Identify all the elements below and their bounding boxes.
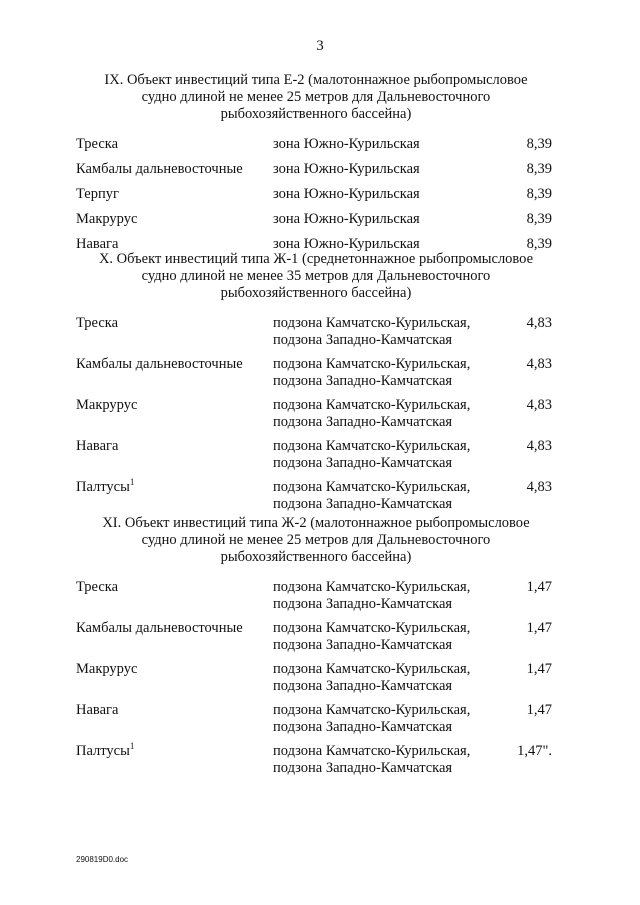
- zone-line: подзона Западно-Камчатская: [273, 332, 453, 348]
- species-label: Камбалы дальневосточные: [76, 356, 243, 372]
- zone-line: подзона Западно-Камчатская: [273, 455, 453, 471]
- fishing-zone: [273, 702, 470, 736]
- table-row: [76, 702, 556, 743]
- zone-line: подзона Западно-Камчатская: [273, 678, 453, 694]
- coefficient-value: 8,39: [526, 136, 552, 152]
- zone-line: подзона Западно-Камчатская: [273, 373, 453, 389]
- species-label: Макрурус: [76, 211, 138, 227]
- species-label: Макрурус: [76, 397, 138, 413]
- species-name: [76, 315, 118, 332]
- coefficient-value: 4,83: [526, 315, 552, 331]
- zone-line: подзона Камчатско-Курильская,: [273, 397, 471, 413]
- species-label: Навага: [76, 236, 119, 252]
- coefficient-value: 4,83: [526, 479, 552, 495]
- species-name: [76, 479, 134, 496]
- zone-line: подзона Камчатско-Курильская,: [273, 620, 471, 636]
- coefficient-value: 8,39: [526, 161, 552, 177]
- section-rows: [76, 315, 556, 520]
- table-row: [76, 356, 556, 397]
- page-number: 3: [316, 38, 324, 54]
- fishing-zone: [273, 438, 470, 472]
- species-name: [76, 661, 137, 678]
- zone-line: подзона Камчатско-Курильская,: [273, 438, 471, 454]
- table-row: [76, 438, 556, 479]
- coefficient-value: 4,83: [526, 438, 552, 454]
- table-row: [76, 579, 556, 620]
- species-label: Навага: [76, 702, 119, 718]
- species-label: Камбалы дальневосточные: [76, 161, 243, 177]
- document-filename: 290819D0.doc: [76, 855, 129, 864]
- table-row: [76, 211, 556, 236]
- table-row: [76, 315, 556, 356]
- zone-line: подзона Камчатско-Курильская,: [273, 479, 471, 495]
- section-rows: [76, 136, 556, 261]
- zone-line: зона Южно-Курильская: [273, 186, 420, 202]
- section-ix: [76, 72, 556, 261]
- table-row: [76, 161, 556, 186]
- zone-line: подзона Западно-Камчатская: [273, 719, 453, 735]
- table-row: [76, 479, 556, 520]
- species-label: Треска: [76, 579, 119, 595]
- fishing-zone: [273, 661, 470, 695]
- fishing-zone: [273, 161, 420, 178]
- table-row: [76, 397, 556, 438]
- fishing-zone: [273, 186, 420, 203]
- coefficient-value: 8,39: [526, 211, 552, 227]
- section-title: IX. Объект инвестиций типа Е-2 (малотоннажное рыбопромысловое судно длиной не менее 25 метров для Дальневосточного рыбохозяйственного бассейна): [104, 72, 528, 122]
- fishing-zone: [273, 579, 470, 613]
- fishing-zone: [273, 136, 420, 153]
- zone-line: зона Южно-Курильская: [273, 211, 420, 227]
- fishing-zone: [273, 315, 470, 349]
- species-name: [76, 211, 137, 228]
- species-name: [76, 161, 243, 178]
- section-rows: [76, 579, 556, 784]
- table-row: [76, 743, 556, 784]
- species-name: [76, 743, 134, 760]
- zone-line: подзона Западно-Камчатская: [273, 496, 453, 512]
- fishing-zone: [273, 397, 470, 431]
- coefficient-value: 4,83: [526, 397, 552, 413]
- coefficient-value: 8,39: [526, 236, 552, 252]
- table-row: [76, 661, 556, 702]
- species-name: [76, 136, 118, 153]
- species-name: [76, 702, 118, 719]
- species-label: Камбалы дальневосточные: [76, 620, 243, 636]
- species-name: [76, 356, 243, 373]
- coefficient-value: 1,47".: [517, 743, 552, 759]
- species-label: Палтусы: [76, 479, 130, 495]
- zone-line: подзона Камчатско-Курильская,: [273, 579, 471, 595]
- zone-line: зона Южно-Курильская: [273, 161, 420, 177]
- species-name: [76, 397, 137, 414]
- table-row: [76, 620, 556, 661]
- zone-line: подзона Западно-Камчатская: [273, 596, 453, 612]
- zone-line: зона Южно-Курильская: [273, 136, 420, 152]
- zone-line: подзона Камчатско-Курильская,: [273, 743, 471, 759]
- species-label: Треска: [76, 315, 119, 331]
- fishing-zone: [273, 211, 420, 228]
- species-name: [76, 579, 118, 596]
- species-name: [76, 620, 243, 637]
- table-row: [76, 136, 556, 161]
- zone-line: зона Южно-Курильская: [273, 236, 420, 252]
- table-row: [76, 186, 556, 211]
- section-title: X. Объект инвестиций типа Ж-1 (среднетоннажное рыбопромысловое судно длиной не менее 35 метров для Дальневосточного рыбохозяйственного бассейна): [98, 251, 534, 301]
- zone-line: подзона Камчатско-Курильская,: [273, 661, 471, 677]
- species-label: Палтусы: [76, 743, 130, 759]
- zone-line: подзона Западно-Камчатская: [273, 637, 453, 653]
- zone-line: подзона Камчатско-Курильская,: [273, 356, 471, 372]
- species-label: Терпуг: [76, 186, 119, 202]
- fishing-zone: [273, 620, 470, 654]
- coefficient-value: 4,83: [526, 356, 552, 372]
- section-xi: [76, 515, 556, 784]
- coefficient-value: 1,47: [526, 620, 552, 636]
- coefficient-value: 1,47: [526, 579, 552, 595]
- coefficient-value: 8,39: [526, 186, 552, 202]
- fishing-zone: [273, 479, 470, 513]
- section-x: [76, 251, 556, 520]
- species-name: [76, 186, 119, 203]
- species-label: Макрурус: [76, 661, 138, 677]
- coefficient-value: 1,47: [526, 661, 552, 677]
- footnote-marker: 1: [129, 741, 135, 752]
- section-title: XI. Объект инвестиций типа Ж-2 (малотоннажное рыбопромысловое судно длиной не менее 25 метров для Дальневосточного рыбохозяйственного бассейна): [102, 515, 530, 565]
- zone-line: подзона Камчатско-Курильская,: [273, 315, 471, 331]
- zone-line: подзона Западно-Камчатская: [273, 414, 453, 430]
- species-label: Треска: [76, 136, 119, 152]
- zone-line: подзона Западно-Камчатская: [273, 760, 453, 776]
- fishing-zone: [273, 356, 470, 390]
- coefficient-value: 1,47: [526, 702, 552, 718]
- footnote-marker: 1: [129, 477, 135, 488]
- fishing-zone: [273, 743, 470, 777]
- species-label: Навага: [76, 438, 119, 454]
- species-name: [76, 438, 118, 455]
- zone-line: подзона Камчатско-Курильская,: [273, 702, 471, 718]
